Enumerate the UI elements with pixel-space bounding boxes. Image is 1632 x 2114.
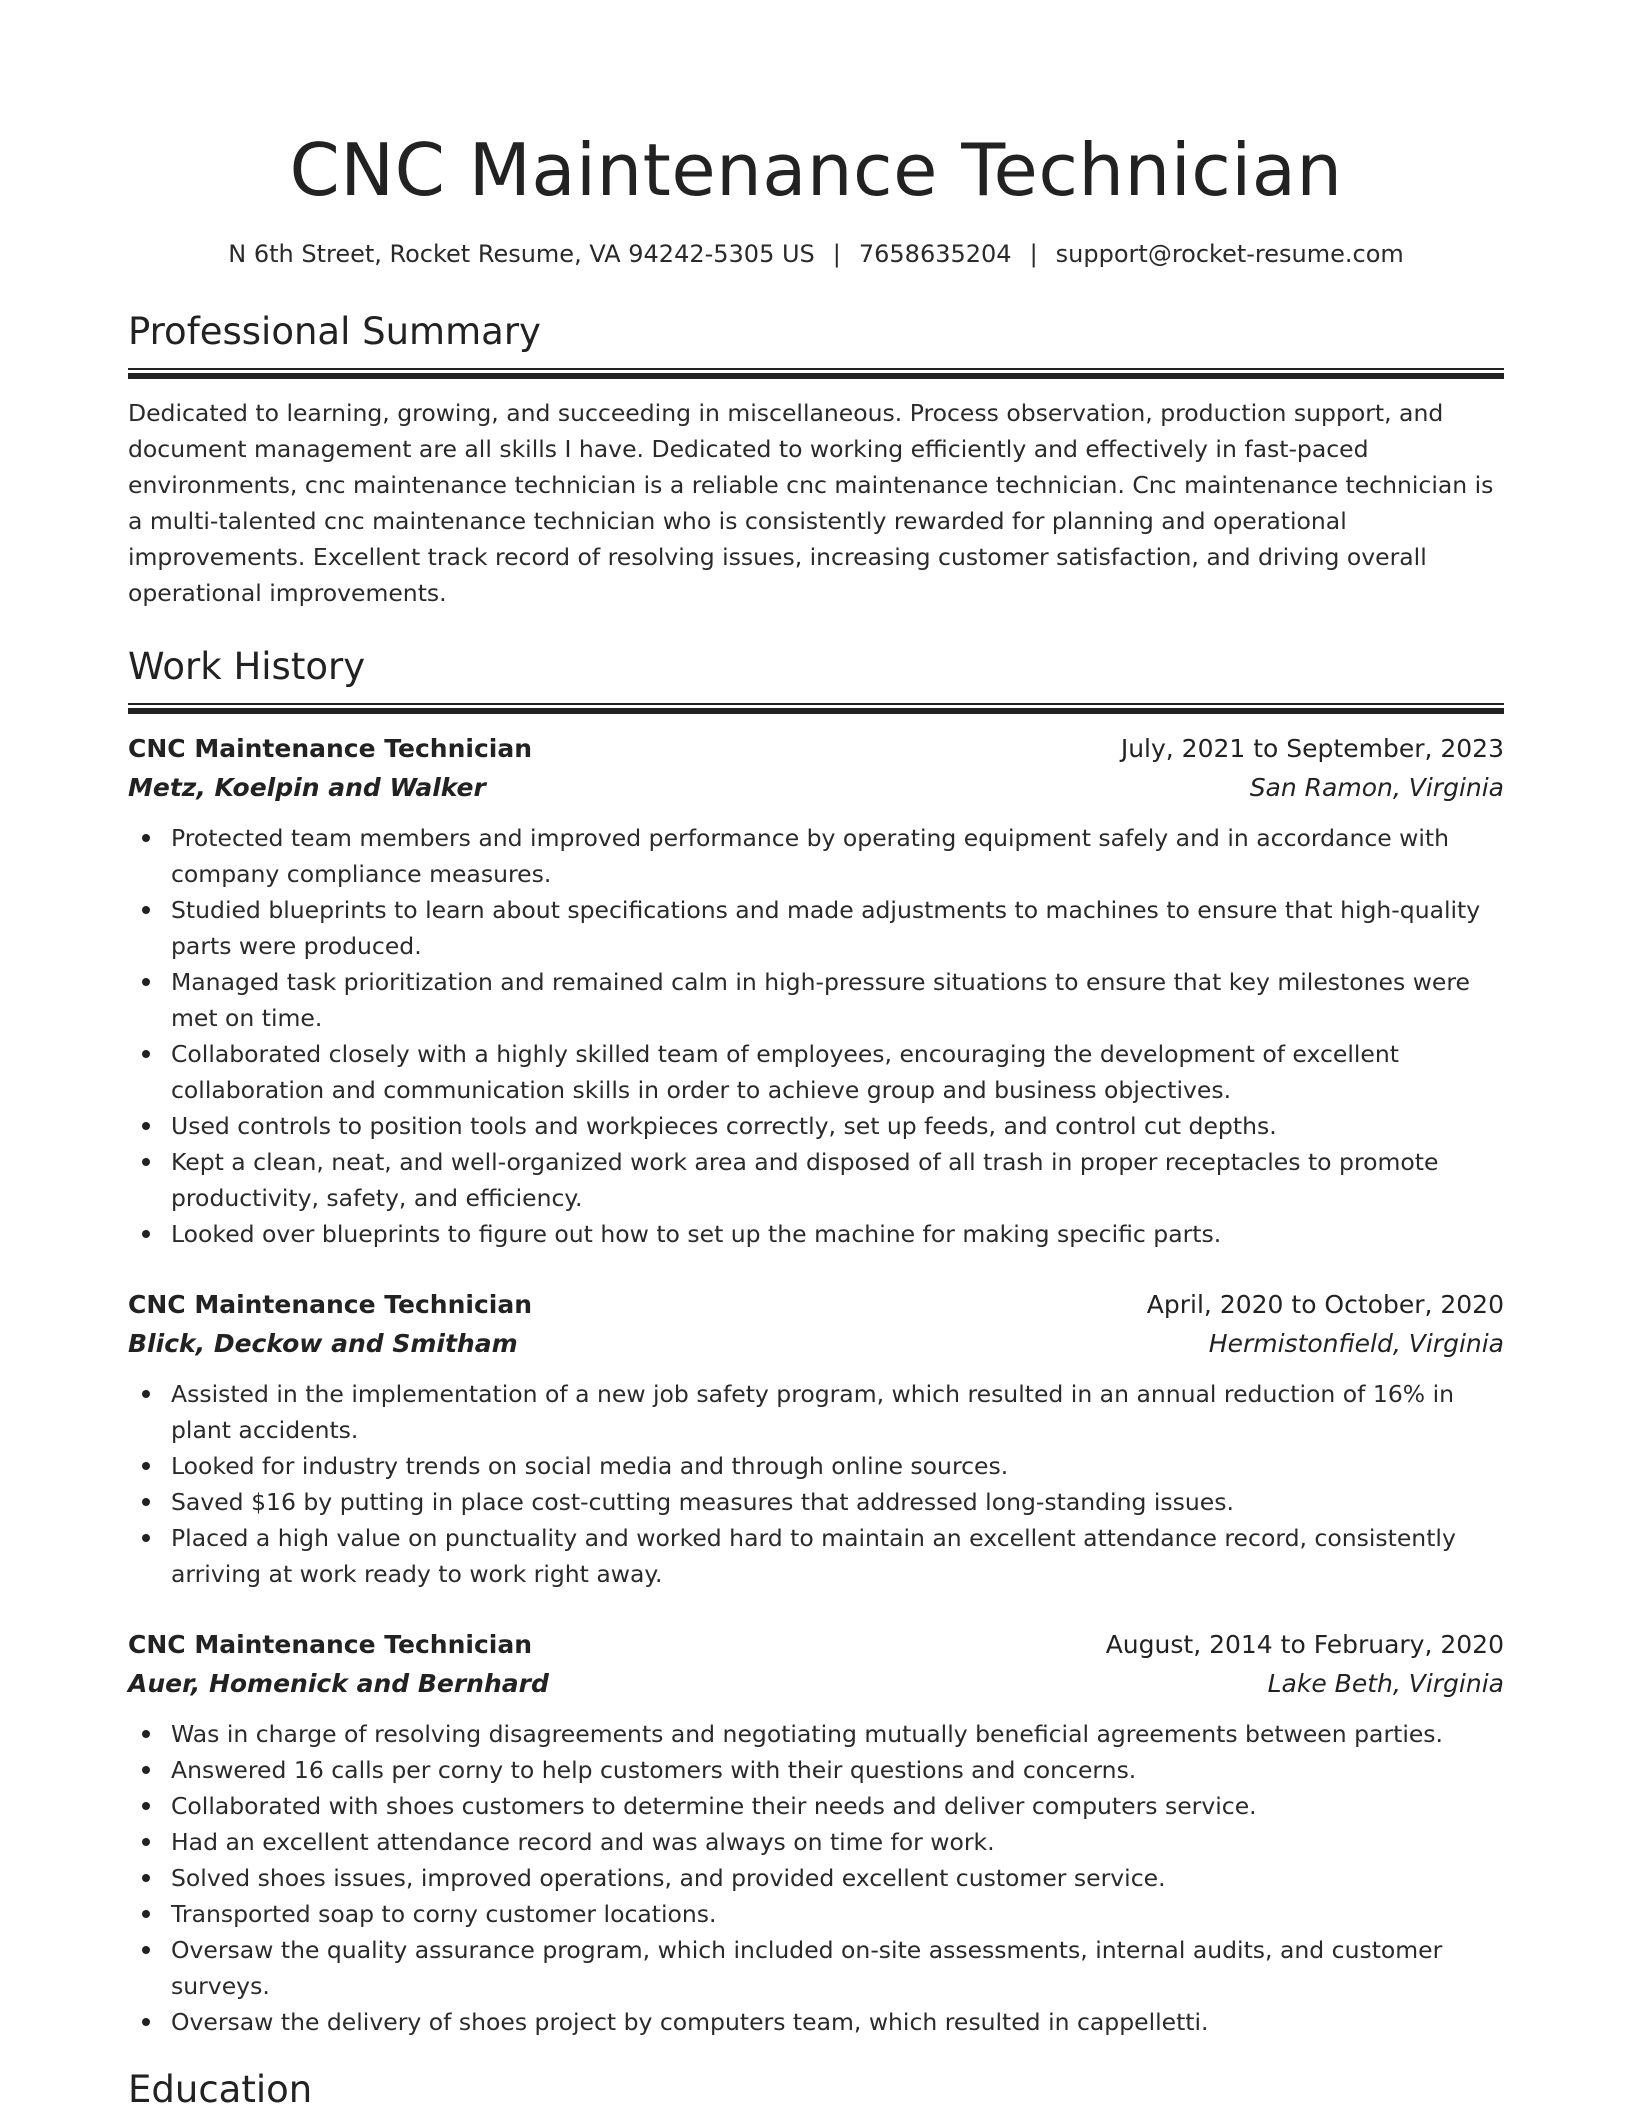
job-title: CNC Maintenance Technician xyxy=(128,1290,533,1319)
job-location: San Ramon, Virginia xyxy=(1249,773,1504,802)
job-location: Lake Beth, Virginia xyxy=(1267,1669,1504,1698)
job-dates: August, 2014 to February, 2020 xyxy=(1105,1630,1504,1659)
education-section xyxy=(128,2066,1504,2114)
contact-separator: | xyxy=(832,240,841,268)
professional-summary-section xyxy=(128,308,1504,611)
job-bullet: Was in charge of resolving disagreements and negotiating mutually beneficial agreements between parties. xyxy=(128,1716,1504,1752)
section-heading: Professional Summary xyxy=(128,310,541,353)
job-bullet-list xyxy=(128,1716,1504,2040)
job-bullet: Transported soap to corny customer locations. xyxy=(128,1896,1504,1932)
job-entry xyxy=(128,1286,1504,1592)
contact-address: N 6th Street, Rocket Resume, VA 94242-5305 US xyxy=(228,240,815,268)
job-subheader-row xyxy=(128,1324,1504,1364)
job-subheader-row xyxy=(128,1664,1504,1704)
job-bullet: Saved $16 by putting in place cost-cutting measures that addressed long-standing issues. xyxy=(128,1484,1504,1520)
job-bullet: Looked for industry trends on social media and through online sources. xyxy=(128,1448,1504,1484)
contact-line xyxy=(128,238,1504,270)
job-subheader-row xyxy=(128,768,1504,808)
job-company: Blick, Deckow and Smitham xyxy=(128,1329,518,1358)
job-title: CNC Maintenance Technician xyxy=(128,1630,533,1659)
contact-phone: 7658635204 xyxy=(858,240,1012,268)
section-divider xyxy=(128,703,1504,714)
job-bullet: Had an excellent attendance record and was always on time for work. xyxy=(128,1824,1504,1860)
job-bullet: Studied blueprints to learn about specifications and made adjustments to machines to ensure that high-quality parts were produced. xyxy=(128,892,1504,964)
section-heading: Education xyxy=(128,2068,313,2111)
job-bullet-list xyxy=(128,1376,1504,1592)
section-divider xyxy=(128,368,1504,379)
job-entry xyxy=(128,1626,1504,2040)
job-location: Hermistonfield, Virginia xyxy=(1208,1329,1504,1358)
work-history-section xyxy=(128,643,1504,2040)
job-bullet: Placed a high value on punctuality and worked hard to maintain an excellent attendance record, consistently arriving at work ready to work right away. xyxy=(128,1520,1504,1592)
job-bullet: Used controls to position tools and workpieces correctly, set up feeds, and control cut depths. xyxy=(128,1108,1504,1144)
job-bullet: Solved shoes issues, improved operations, and provided excellent customer service. xyxy=(128,1860,1504,1896)
job-bullet: Kept a clean, neat, and well-organized work area and disposed of all trash in proper receptacles to promote productivity, safety, and efficiency. xyxy=(128,1144,1504,1216)
contact-separator: | xyxy=(1029,240,1038,268)
resume-title: CNC Maintenance Technician xyxy=(289,128,1343,212)
job-bullet: Looked over blueprints to figure out how to set up the machine for making specific parts. xyxy=(128,1216,1504,1252)
job-bullet: Collaborated closely with a highly skilled team of employees, encouraging the development of excellent collaboration and communication skills in order to achieve group and business objectives. xyxy=(128,1036,1504,1108)
job-bullet: Oversaw the quality assurance program, which included on-site assessments, internal audits, and customer surveys. xyxy=(128,1932,1504,2004)
job-bullet: Collaborated with shoes customers to determine their needs and deliver computers service. xyxy=(128,1788,1504,1824)
job-bullet: Assisted in the implementation of a new job safety program, which resulted in an annual reduction of 16% in plant accidents. xyxy=(128,1376,1504,1448)
contact-email: support@rocket-resume.com xyxy=(1055,240,1404,268)
job-header-row xyxy=(128,730,1504,768)
job-header-row xyxy=(128,1286,1504,1324)
job-company: Metz, Koelpin and Walker xyxy=(128,773,486,802)
summary-text: Dedicated to learning, growing, and succeeding in miscellaneous. Process observation, production support, and document management are all skills I have. Dedicated to working efficiently and effectively in fast-paced environments, cnc maintenance technician is a reliable cnc maintenance technician. Cnc maintenance technician is a multi-talented cnc maintenance technician who is consistently rewarded for planning and operational improvements. Excellent track record of resolving issues, increasing customer satisfaction, and driving overall operational improvements. xyxy=(128,399,1494,607)
job-entry xyxy=(128,730,1504,1252)
job-header-row xyxy=(128,1626,1504,1664)
job-bullet-list xyxy=(128,820,1504,1252)
job-bullet: Answered 16 calls per corny to help customers with their questions and concerns. xyxy=(128,1752,1504,1788)
section-heading: Work History xyxy=(128,645,366,688)
job-bullet: Managed task prioritization and remained calm in high-pressure situations to ensure that key milestones were met on time. xyxy=(128,964,1504,1036)
job-company: Auer, Homenick and Bernhard xyxy=(128,1669,549,1698)
job-title: CNC Maintenance Technician xyxy=(128,734,533,763)
job-dates: April, 2020 to October, 2020 xyxy=(1146,1290,1504,1319)
job-dates: July, 2021 to September, 2023 xyxy=(1120,734,1504,763)
job-bullet: Protected team members and improved performance by operating equipment safely and in accordance with company compliance measures. xyxy=(128,820,1504,892)
job-bullet: Oversaw the delivery of shoes project by computers team, which resulted in cappelletti. xyxy=(128,2004,1504,2040)
